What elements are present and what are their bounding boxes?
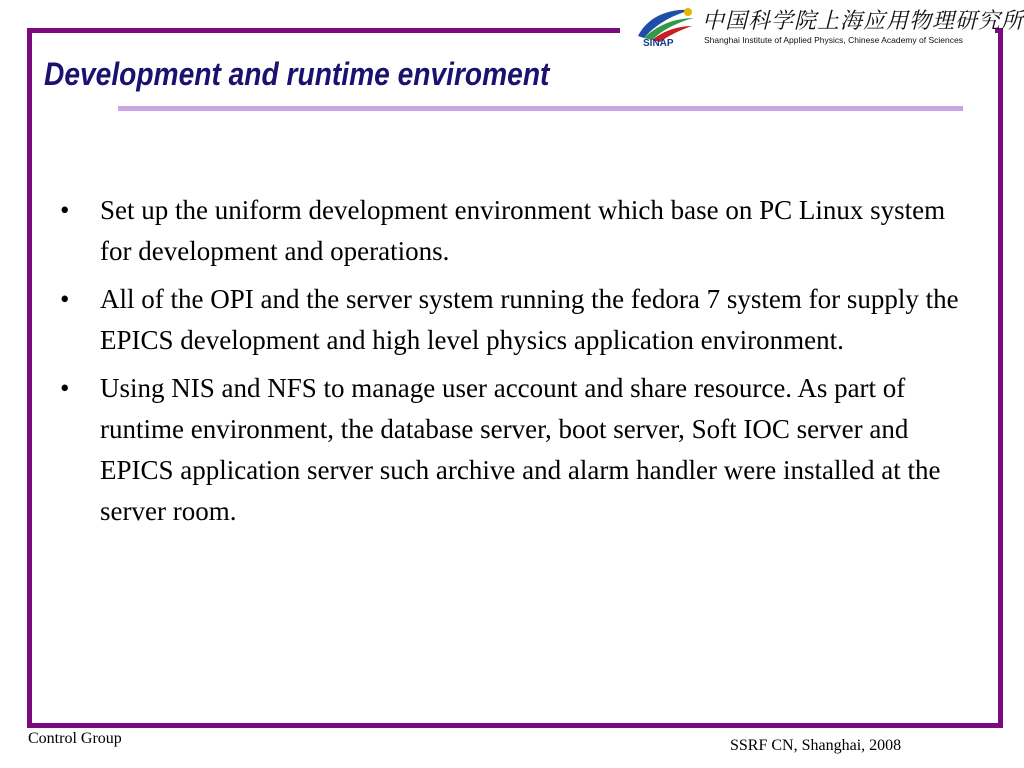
footer-group: Control Group xyxy=(28,730,122,747)
footer-event: SSRF CN, Shanghai, 2008 xyxy=(730,737,902,754)
bullet-item xyxy=(60,190,960,272)
institute-logo xyxy=(630,2,1024,52)
slide-title: Development and runtime enviroment xyxy=(44,56,550,92)
bullet-icon: • xyxy=(60,284,70,314)
bullet-icon: • xyxy=(60,373,70,403)
title-underline xyxy=(118,106,963,111)
bullet-text: Set up the uniform development environment which base on PC Linux system for development and operations. xyxy=(100,195,946,266)
bullet-text: Using NIS and NFS to manage user account and share resource. As part of runtime environment, the database server, boot server, Soft IOC server and EPICS application server such archive and alarm handler were installed at the server room. xyxy=(100,373,941,526)
logo-abbreviation: SINAP xyxy=(643,38,674,49)
bullet-icon: • xyxy=(60,195,70,225)
bullet-item xyxy=(60,279,960,361)
logo-english-name: Shanghai Institute of Applied Physics, Chinese Academy of Sciences xyxy=(704,35,963,45)
logo-chinese-name: 中国科学院上海应用物理研究所 xyxy=(702,9,1024,34)
bullet-list xyxy=(60,190,960,539)
bullet-item xyxy=(60,368,960,532)
bullet-text: All of the OPI and the server system running the fedora 7 system for supply the EPICS development and high level physics application environment. xyxy=(100,284,959,355)
